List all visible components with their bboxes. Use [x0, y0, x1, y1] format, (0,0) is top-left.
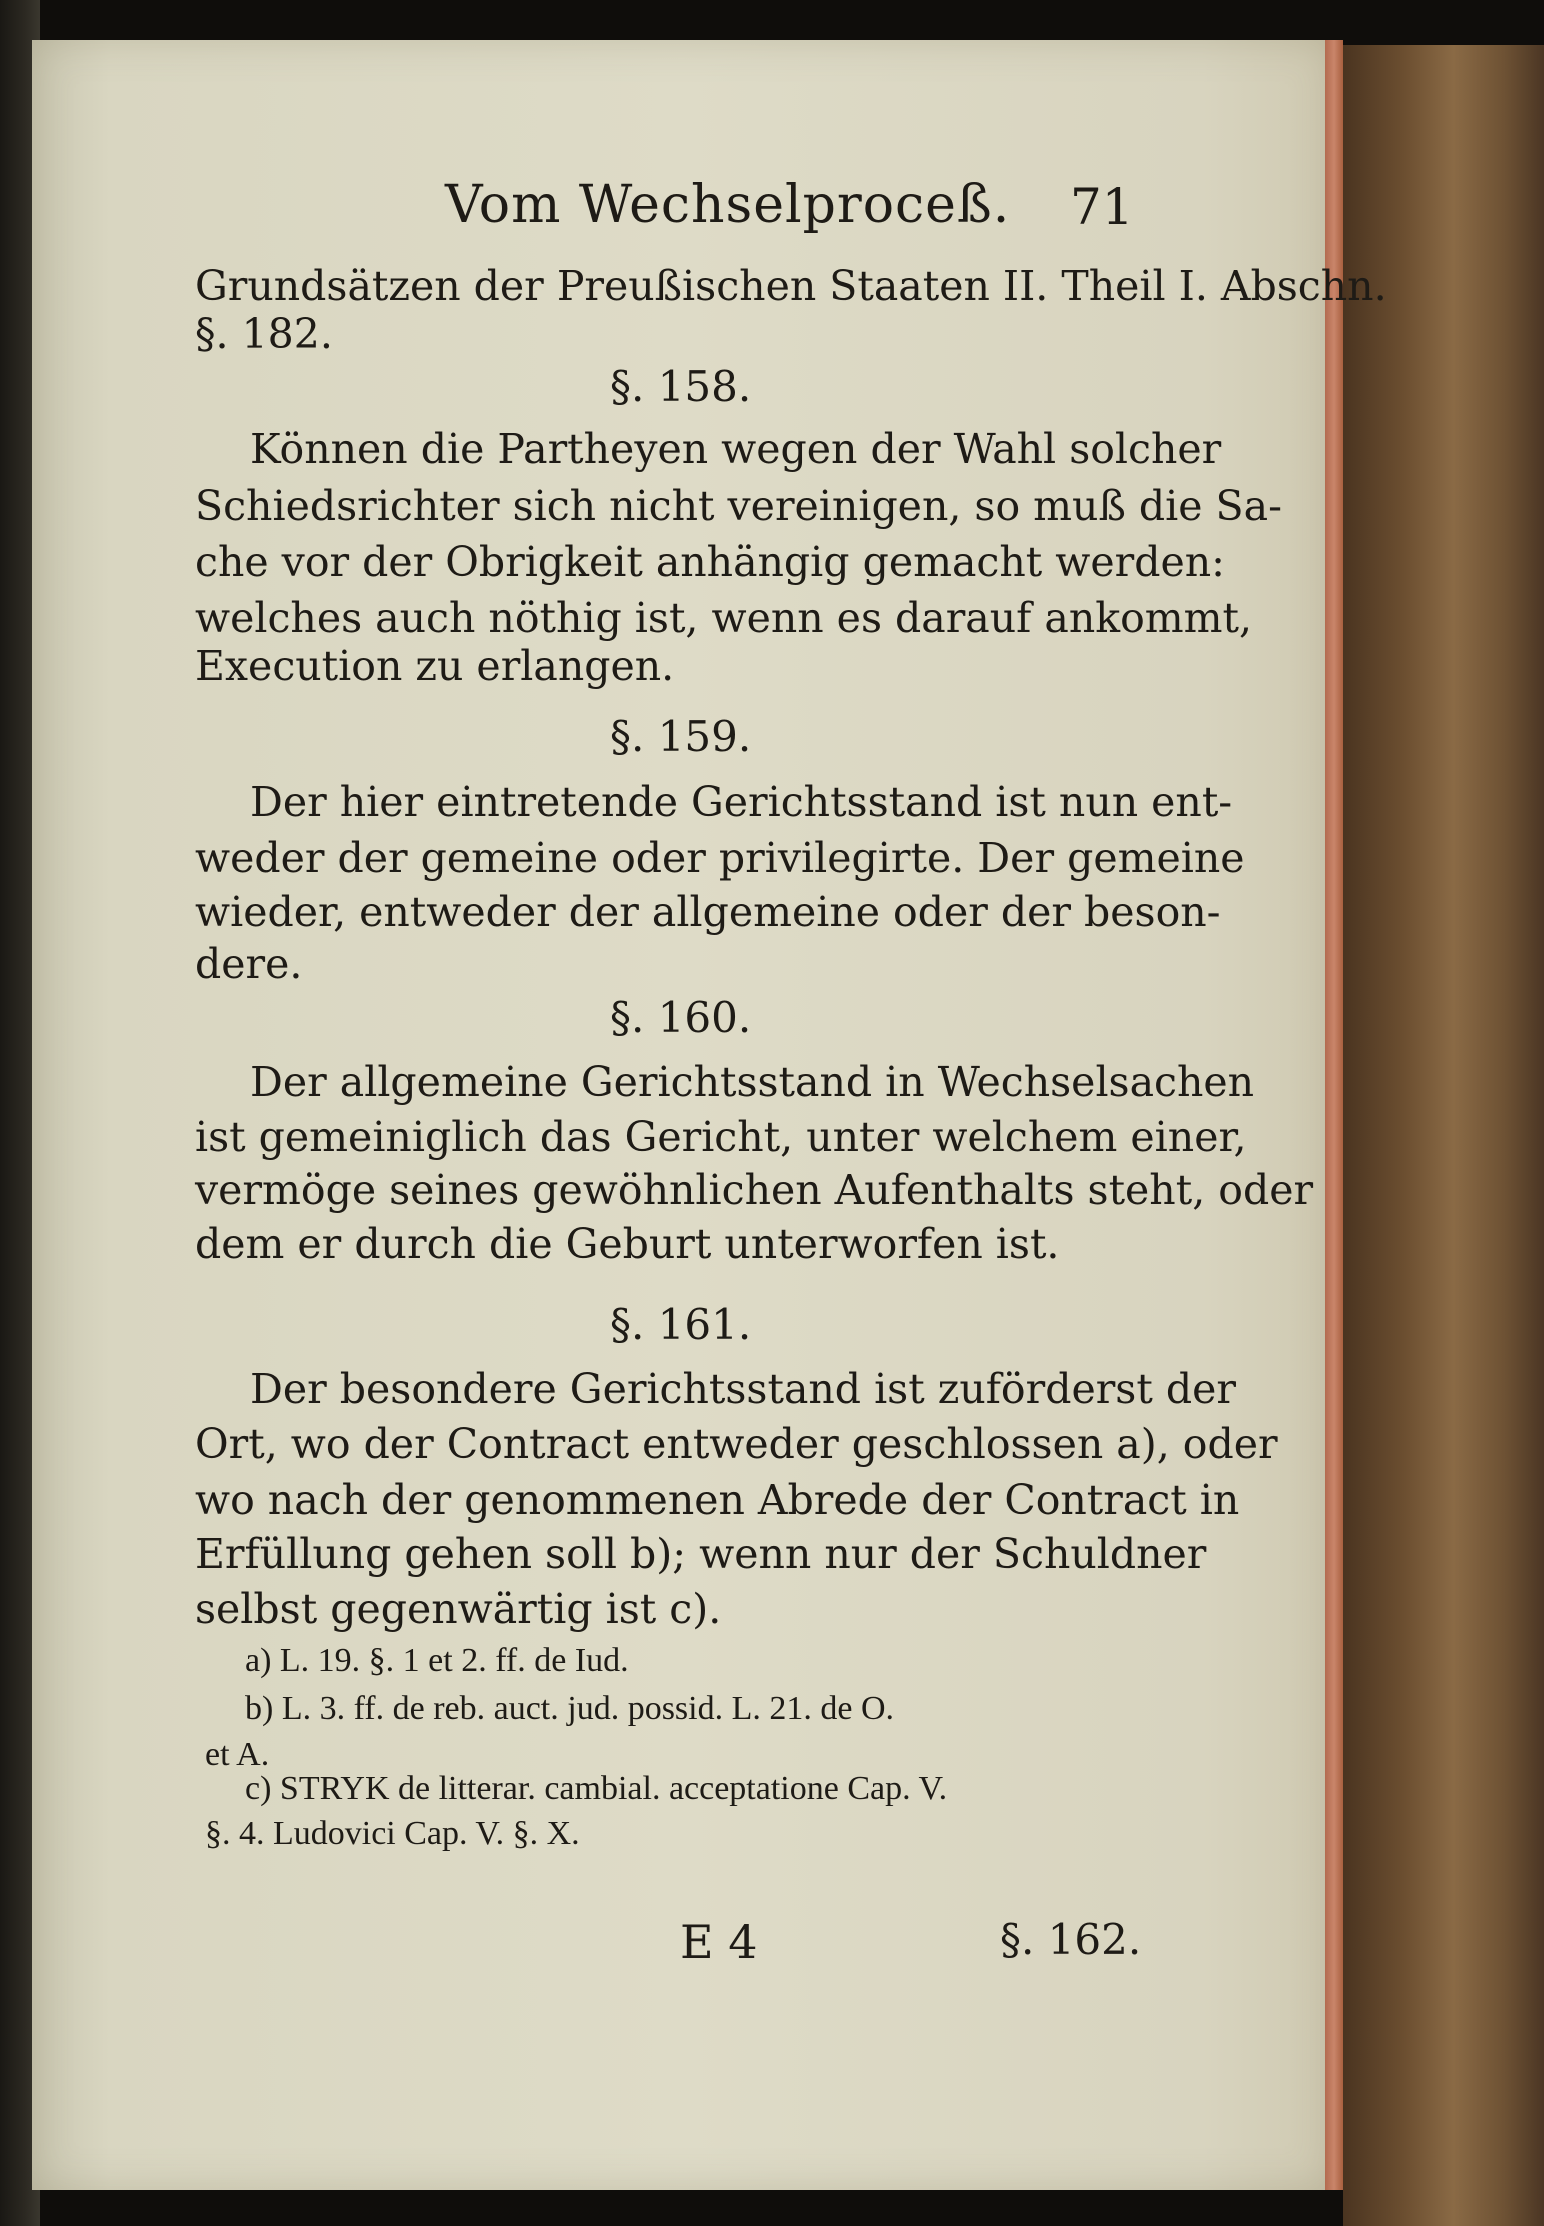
text-line: che vor der Obrigkeit anhängig gemacht werden: — [195, 538, 1225, 586]
text-line: Grundsätzen der Preußischen Staaten II. Theil I. Abschn. — [195, 262, 1387, 310]
footnote: §. 4. Ludovici Cap. V. §. X. — [205, 1815, 580, 1852]
running-head: Vom Wechselproceß. — [445, 175, 1011, 235]
text-line: §. 182. — [195, 310, 333, 358]
page-number: 71 — [1070, 178, 1134, 236]
text-line: dere. — [195, 940, 303, 988]
text-line: Schiedsrichter sich nicht vereinigen, so muß die Sa- — [195, 482, 1282, 530]
text-line: Können die Partheyen wegen der Wahl solcher — [250, 425, 1222, 473]
catchword: §. 162. — [1000, 1915, 1142, 1964]
page-edge — [1325, 40, 1343, 2190]
footnote: c) STRYK de litterar. cambial. acceptatione Cap. V. — [245, 1770, 948, 1807]
section-heading: §. 160. — [610, 993, 752, 1042]
text-line: ist gemeiniglich das Gericht, unter welchem einer, — [195, 1113, 1247, 1161]
footnote: a) L. 19. §. 1 et 2. ff. de Iud. — [245, 1642, 629, 1679]
text-line: Execution zu erlangen. — [195, 642, 675, 690]
section-heading: §. 158. — [610, 362, 752, 411]
text-line: wo nach der genommenen Abrede der Contract in — [195, 1476, 1240, 1524]
text-line: welches auch nöthig ist, wenn es darauf ankommt, — [195, 594, 1253, 642]
signature-mark: E 4 — [680, 1915, 758, 1969]
text-line: vermöge seines gewöhnlichen Aufenthalts steht, oder — [195, 1166, 1314, 1214]
text-line: Der allgemeine Gerichtsstand in Wechselsachen — [250, 1058, 1255, 1106]
text-line: dem er durch die Geburt unterworfen ist. — [195, 1220, 1060, 1268]
footnote: b) L. 3. ff. de reb. auct. jud. possid. L. 21. de O. — [245, 1690, 895, 1727]
text-line: weder der gemeine oder privilegirte. Der gemeine — [195, 834, 1245, 882]
book-cover-edge — [1343, 45, 1544, 2226]
section-heading: §. 159. — [610, 712, 752, 761]
text-line: Der hier eintretende Gerichtsstand ist nun ent- — [250, 778, 1233, 826]
footnote: et A. — [205, 1736, 270, 1773]
text-line: Der besondere Gerichtsstand ist zuförderst der — [250, 1365, 1236, 1413]
text-line: selbst gegenwärtig ist c). — [195, 1585, 722, 1633]
text-line: Ort, wo der Contract entweder geschlossen a), oder — [195, 1420, 1278, 1468]
section-heading: §. 161. — [610, 1300, 752, 1349]
text-line: wieder, entweder der allgemeine oder der beson- — [195, 888, 1221, 936]
text-line: Erfüllung gehen soll b); wenn nur der Schuldner — [195, 1530, 1207, 1578]
